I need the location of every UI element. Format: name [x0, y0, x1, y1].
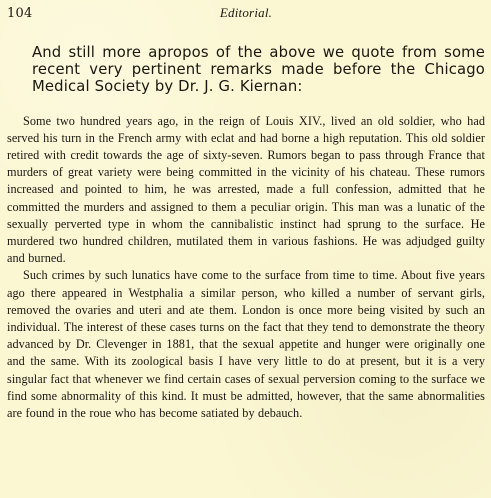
quoted-paragraph-2: Such crimes by such lunatics have come to the surface from time to time. About five years ago there appeared in Westphalia a similar person, who killed a number of servant girls, removed the ovaries and uteri and ate them. London is once more being visited by such an individual. The interest of these cases turns on the fact that they tend to demonstrate the theory advanced by Dr. Clevenger in 1881, that the sexual appetite and hunger were originally one and the same. With its zoological basis I have very little to do at present, but it is a very singular fact that whenever we find certain cases of sexual perversion coming to the surface we find some abnormality of this kind. It must be admitted, however, that the same abnormalities are found in the roue who has become satiated by debauch. — [7, 268, 485, 421]
quoted-text — [7, 113, 485, 423]
quoted-paragraph-1: Some two hundred years ago, in the reign of Louis XIV., lived an old soldier, who had served his turn in the French army with eclat and had borne a high reputation. This old soldier retired with credit towards the age of sixty-seven. Rumors began to pass through France that murders of great variety were being committed in the vicinity of his chateau. These rumors increased and pointed to him, he was arrested, made a full confession, admitted that he committed the murders and assigned to them a peculiar origin. This man was a lunatic of the sexually perverted type in whom the cannibalistic instinct had sprung to the surface. He murdered two hundred children, mutilated them in various fashions. He was adjudged guilty and burned. — [7, 113, 485, 266]
intro-paragraph: And still more apropos of the above we quote from some recent very pertinent remarks made before the Chicago Medical Society by Dr. J. G. Kiernan: — [32, 44, 485, 96]
running-title: Editorial. — [219, 5, 273, 20]
page-header — [7, 6, 485, 24]
page-number: 104 — [7, 6, 33, 21]
